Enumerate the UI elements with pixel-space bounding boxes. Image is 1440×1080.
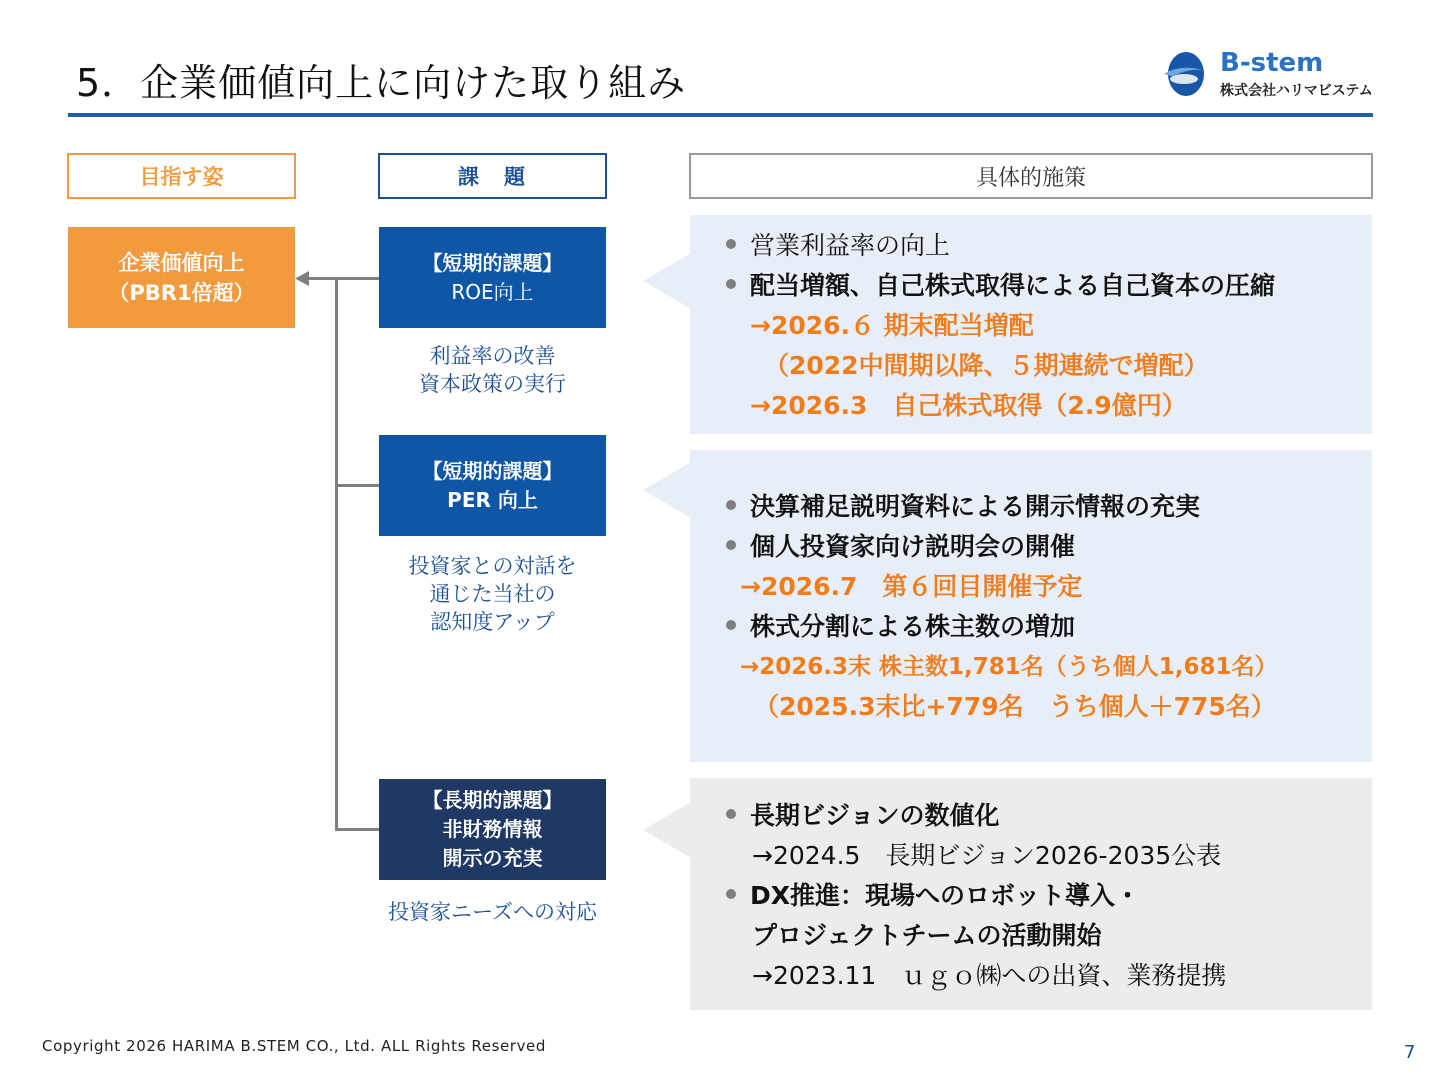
measure-result: →2024.5 長期ビジョン2026-2035公表 [752, 841, 1222, 870]
issue-box-roe [379, 227, 606, 328]
issue-box-nonfinancial [379, 779, 606, 880]
arrow-head-icon [295, 271, 309, 286]
measure-result: →2026.7 第６回目開催予定 [740, 572, 1083, 601]
bullet-icon [726, 500, 736, 510]
measure-item: 長期ビジョンの数値化 [726, 796, 1226, 836]
measure-result: →2026.3末 株主数1,781名（うち個人1,681名） [740, 654, 1278, 680]
issue-3-category: 【長期的課題】 [422, 788, 563, 812]
measure-item: 配当増額、自己株式取得による自己資本の圧縮 [726, 266, 1275, 306]
measure-result: →2026.3 自己株式取得（2.9億円） [750, 391, 1187, 420]
measure-result: →2026.６ 期末配当増配 [750, 311, 1034, 340]
issue-3-note [379, 898, 606, 926]
connector-vertical [335, 277, 338, 830]
issue-3-title-2: 開示の充実 [442, 846, 543, 870]
measure-item: 個人投資家向け説明会の開催 [726, 527, 1278, 567]
issue-2-title: PER 向上 [447, 487, 538, 512]
issue-2-note [379, 552, 606, 636]
bullet-icon [726, 239, 736, 249]
goal-line-2: （PBR1倍超） [108, 280, 255, 305]
measures-panel-per [690, 450, 1372, 762]
issue-box-per [379, 435, 606, 536]
measures-panel-nonfinancial [690, 778, 1372, 1010]
goal-line-1: 企業価値向上 [118, 250, 245, 275]
measure-item: 決算補足説明資料による開示情報の充実 [726, 487, 1278, 527]
callout-pointer-3 [643, 802, 691, 858]
measure-result: →2023.11 ｕｇｏ㈱への出資、業務提携 [752, 961, 1227, 990]
measure-item: 営業利益率の向上 [726, 226, 1275, 266]
issue-2-note-line: 投資家との対話を [408, 554, 577, 578]
logo-main-text: B-stem [1220, 48, 1324, 78]
copyright-footer: Copyright 2026 HARIMA B.STEM CO., Ltd. ALL Rights Reserved [42, 1037, 547, 1055]
callout-pointer-1 [643, 253, 691, 309]
page-number: 7 [1404, 1042, 1416, 1063]
page-title: 5．企業価値向上に向けた取り組み [76, 61, 687, 105]
callout-pointer-2 [643, 462, 691, 518]
measure-item: DX推進：現場へのロボット導入・ [726, 876, 1226, 916]
goal-box [68, 227, 295, 328]
issue-2-note-line: 認知度アップ [430, 610, 555, 634]
issue-3-note-line: 投資家ニーズへの対応 [388, 900, 597, 924]
column-header-goal: 目指す姿 [67, 153, 296, 199]
bullet-icon [726, 889, 736, 899]
bullet-icon [726, 540, 736, 550]
measure-result: （2025.3末比+779名 うち個人＋775名） [754, 692, 1276, 721]
bullet-icon [726, 279, 736, 289]
measures-panel-roe [690, 215, 1372, 434]
bullet-icon [726, 620, 736, 630]
measure-result: （2022中間期以降、５期連続で増配） [764, 351, 1209, 380]
issue-1-category: 【短期的課題】 [422, 250, 563, 275]
bullet-icon [726, 809, 736, 819]
measure-item: 株式分割による株主数の増加 [726, 607, 1278, 647]
issue-1-note [379, 342, 606, 398]
issue-2-note-line: 通じた当社の [429, 582, 556, 606]
logo-sub-text: 株式会社ハリマビステム [1220, 83, 1373, 99]
issue-1-title: ROE向上 [451, 279, 534, 304]
issue-1-note-line: 利益率の改善 [429, 344, 556, 368]
issue-1-note-line: 資本政策の実行 [419, 372, 566, 396]
connector-issue-2 [335, 484, 379, 487]
connector-to-goal [305, 277, 379, 280]
measure-item-continued: プロジェクトチームの活動開始 [752, 921, 1102, 950]
title-divider [68, 113, 1373, 117]
connector-issue-3 [335, 828, 379, 831]
column-header-measures: 具体的施策 [689, 153, 1373, 199]
column-header-issue: 課 題 [378, 153, 607, 199]
issue-3-title-1: 非財務情報 [442, 817, 543, 841]
issue-2-category: 【短期的課題】 [422, 458, 563, 483]
